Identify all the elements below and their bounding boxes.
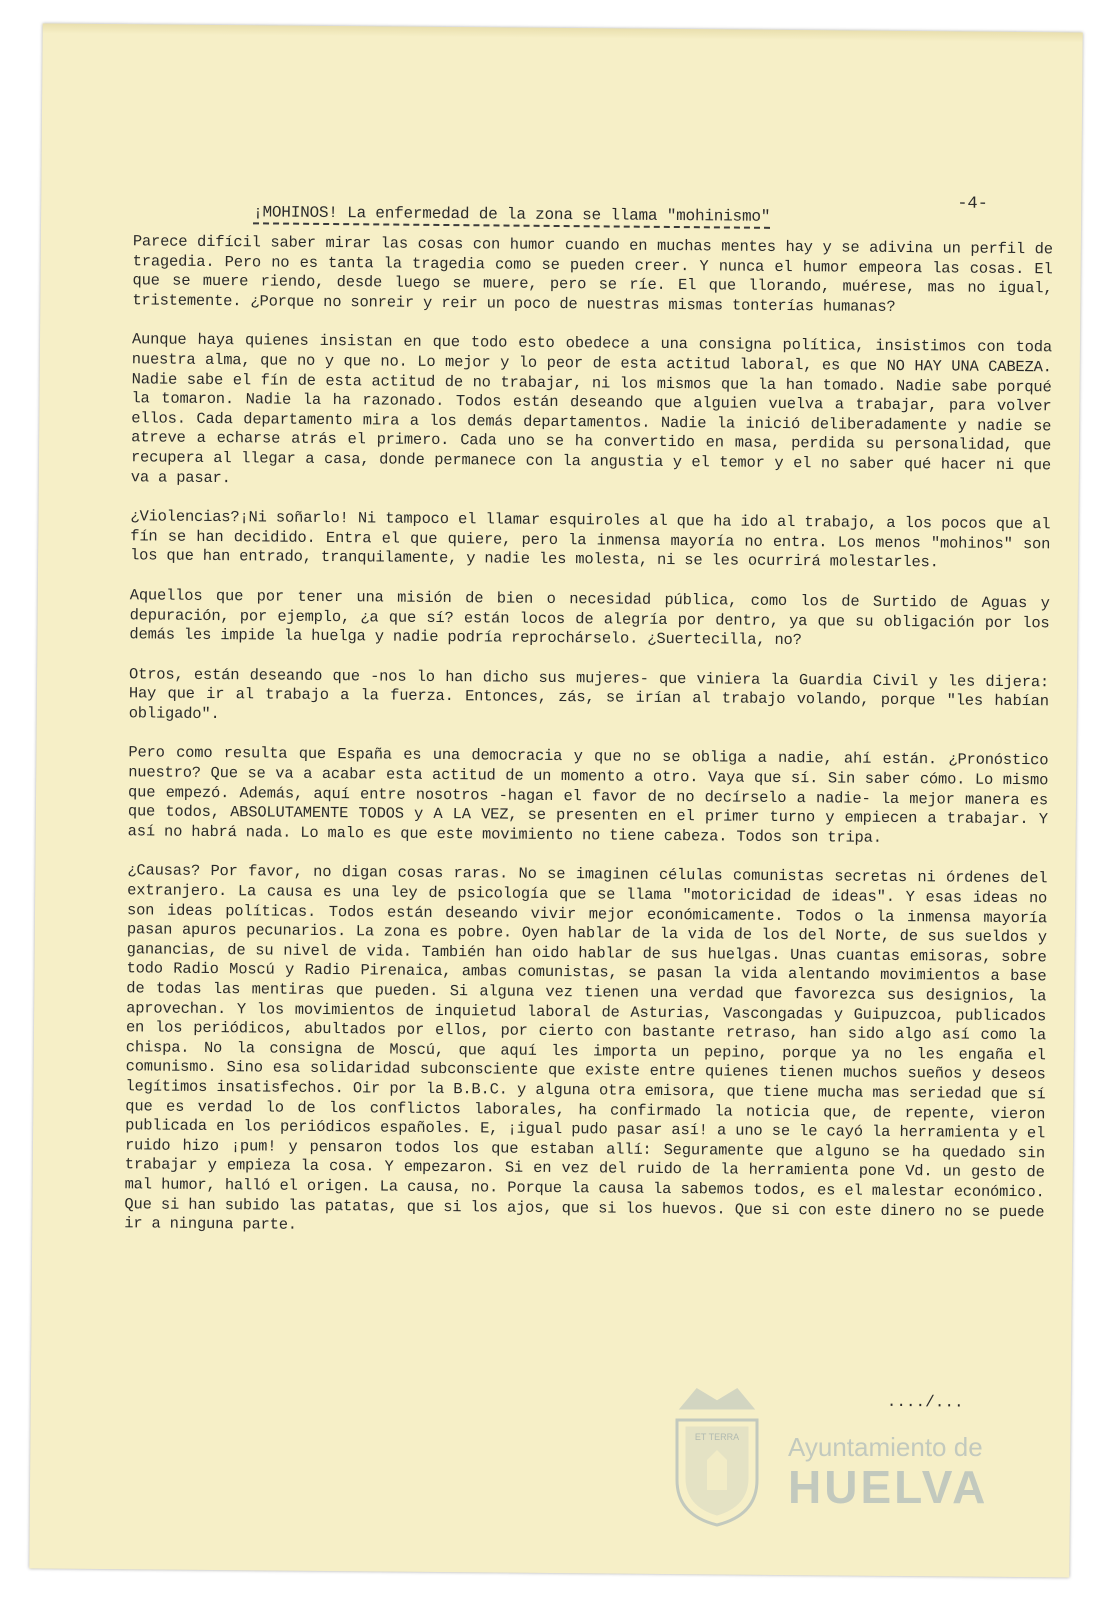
coat-of-arms-icon [662, 1380, 772, 1530]
paragraph-causas: ¿Causas? Por favor, no digan cosas raras. No se imaginen células comunistas secretas ni órdenes del extranjero. La causa es una ley de psicología que se llama "motoricidad de ideas". Y esas ideas no son ideas políticas. Todos están deseando vivir mejor económicamente. Todos o la inmensa mayoría pasan apuros pecunarios. La zona es pobre. Oyen hablar de la vida de los del Norte, de sus sueldos y ganancias, de su nivel de vida. También han oido hablar de sus huelgas. Unas cuantas emisoras, sobre todo Radio Moscú y Radio Pirenaica, ambas comunistas, se pasan la vida alentando movimientos a base de todas las mentiras que pueden. Si alguna vez tienen una verdad que favorezca sus designios, la aprovechan. Y los movimientos de inquietud laboral de Asturias, Vascongadas y Guipuzcoa, publicados en los periódicos, abultados por ellos, por cierto con bastante retraso, han sido algo así como la chispa. No la consigna de Moscú, que aquí les importa un pepino, porque ya no les engaña el comunismo. Sino esa solidaridad subconsciente que existe entre quienes tienen muchos sueños y deseos legítimos insatisfechos. Oir por la B.B.C. y alguna otra emisora, que tiene mucha mas seriedad que sí que es verdad lo de los conflictos laborales, ha confirmado la noticia que, de repente, vieron publicada en los periódicos españoles. E, ¡igual pudo pasar así! a uno se le cayó la herramienta y el ruido hizo ¡pum! y pensaron todos los que estaban allí: Seguramente que alguno se ha quedado sin trabajar y empieza la cosa. Y empezaron. Si en vez del ruido de la herramienta pone Vd. un gesto de mal humor, halló el origen. La causa, no. Porque la causa la sabemos todos, es el malestar económico. Que si han subido las patatas, que si los ajos, que si los huevos. Que si con este dinero no se puede ir a ninguna parte. [124, 861, 1048, 1234]
paragraph-no-cabeza: Aunque haya quienes insistan en que todo esto obedece a una consigna política, insistimos con toda nuestra alma, que no y que no. Lo mejor y lo peor de esta actitud laboral, es que NO HAY UNA CABEZA. Nadie sabe el fín de esta actitud de no trabajar, ni los mismos que la han tomado. Nadie sabe porqué la tomaron. Nadie la ha razonado. Todos están deseando que alguien vuelva a trabajar, para volver ellos. Cada departamento mira a los demás departamentos. Nadie la inició deliberadamente y nadie se atreve a echarse atrás el primero. Cada uno se ha convertido en masa, perdida su personalidad, que recupera al llegar a casa, donde permanece con la angustia y el temor y el no saber qué hacer ni que va a pasar. [130, 330, 1053, 487]
paragraph-aguas: Aquellos que por tener una misión de bien o necesidad pública, como los de Surtido de Aguas y depuración, por ejemplo, ¿a que sí? están locos de alegría por dentro, ya que su obligación por los demás les impide la huelga y nadie podría reprochárselo. ¿Suertecilla, no? [129, 586, 1050, 650]
paragraph-humor: Parece difícil saber mirar las cosas con humor cuando en muchas mentes hay y se adivina un perfil de tragedia. Pero no es tanta la tragedia como se pueden creer. Y nunca el humor empeora las cosas. El que se muere riendo, desde luego se muere, pero se ríe. El que llorando, muérese, mas no igual, tristemente. ¿Porque no sonreir y reir un poco de nuestras mismas tonterías humanas? [132, 232, 1053, 316]
continuation-mark: ..../... [886, 1392, 964, 1412]
page-number: -4- [957, 194, 988, 214]
svg-text:ET TERRA: ET TERRA [694, 1432, 740, 1442]
body-text [124, 232, 1053, 1262]
paragraph-pronostico: Pero como resulta que España es una democracia y que no se obliga a nadie, ahí están. ¿Pronóstico nuestro? Que se va a acabar esta actitud de un momento a otro. Vaya que sí. Sin saber cómo. Lo mismo que empezó. Además, aquí entre nosotros -hagan el favor de no decírselo a nadie- la mejor manera es que todos, ABSOLUTAMENTE TODOS y A LA VEZ, se presenten en el primer turno y empiecen a trabajar. Y así no habrá nada. Lo malo es que este movimiento no tiene cabeza. Todos son tripa. [127, 743, 1049, 847]
watermark-line1: Ayuntamiento de [788, 1432, 983, 1462]
ayuntamiento-watermark [662, 1380, 1002, 1530]
watermark-line2: HUELVA [788, 1461, 989, 1513]
typewritten-page [29, 23, 1082, 1577]
paragraph-otros: Otros, están deseando que -nos lo han dicho sus mujeres- que viniera la Guardia Civil y les dijera: Hay que ir al trabajo a la fuerza. Entonces, zás, se irían al trabajo volando, porque "les habían obligado". [128, 664, 1050, 723]
page-heading: ¡MOHINOS! La enfermedad de la zona se llama "mohinismo" [253, 203, 770, 229]
paragraph-violencias: ¿Violencias?¡Ni soñarlo! Ni tampoco el llamar esquiroles al que ha ido al trabajo, a los pocos que al fín se han decidido. Entra el que quiere, pero la inmensa mayoría no entra. Los menos "mohinos" son los que han entrado, tranquilamente, y nadie les molesta, ni se les ocurrirá molestarles. [130, 507, 1051, 572]
